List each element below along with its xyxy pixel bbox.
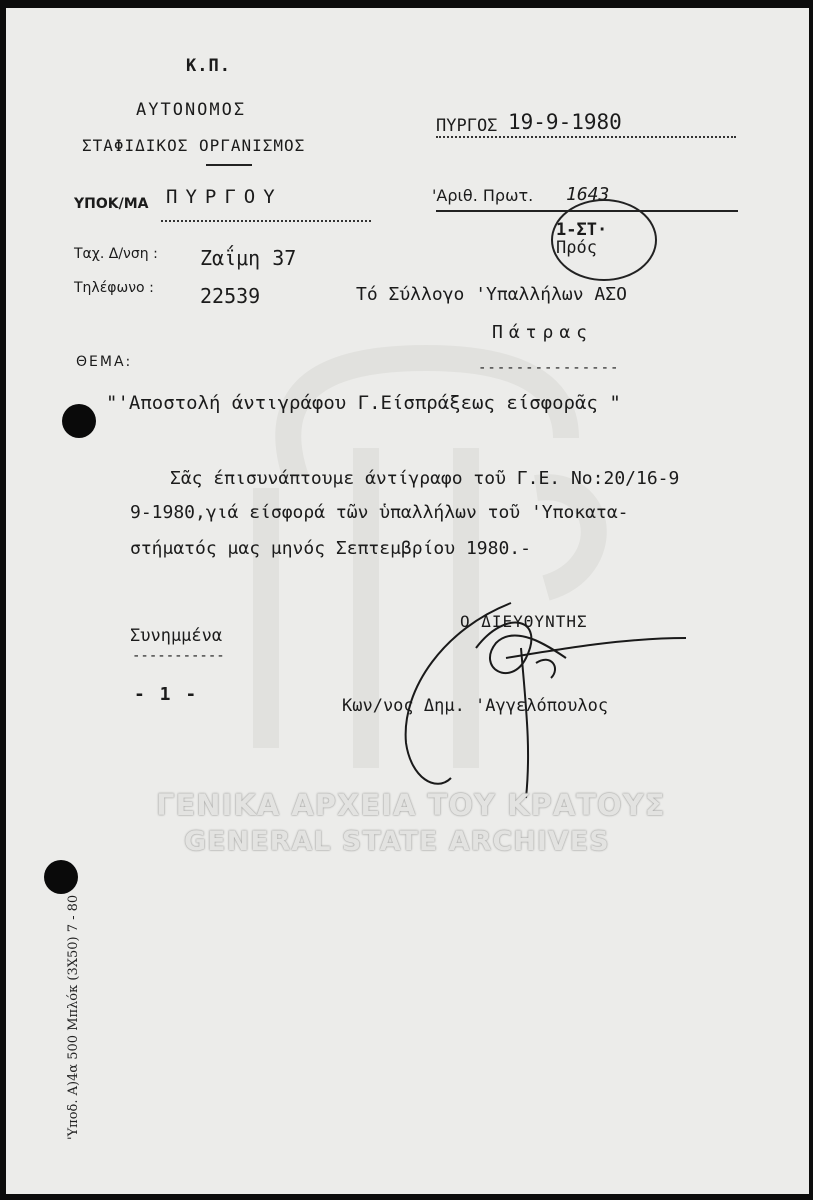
body-line1: Σᾶς έπισυνάπτουμε άντίγραφο τοῦ Γ.Ε. Νο:20/16-9	[170, 468, 680, 489]
archive-seal-watermark	[6, 8, 809, 1194]
organization-name-line1: ΑΥΤΟΝΟΜΟΣ	[136, 100, 247, 120]
date-value: 19-9-1980	[508, 110, 622, 134]
subject-value: "'Αποστολή άντιγράφου Γ.Είσπράξεως είσφορᾶς "	[106, 392, 621, 414]
signatory-name: Κων/νος Δημ. 'Αγγελόπουλος	[342, 696, 609, 716]
branch-value: ΠΥΡΓΟΥ	[166, 186, 283, 208]
handwritten-code: 1-ΣΤ·	[556, 220, 608, 240]
organization-name-line2: ΣΤΑΦΙΔΙΚΟΣ ΟΡΓΑΝΙΣΜΟΣ	[82, 136, 306, 155]
date-dotted-line	[436, 136, 736, 138]
protocol-number: 1643	[566, 184, 610, 205]
subject-label: ΘΕΜΑ:	[76, 354, 133, 370]
address-label: Ταχ. Δ/νση :	[74, 246, 158, 262]
punch-hole-top	[62, 404, 96, 438]
kp-code: Κ.Π.	[186, 56, 231, 76]
recipient-line1: Τό Σύλλογο 'Υπαλλήλων ΑΣΟ	[356, 284, 627, 305]
enclosures-label: Συνημμένα	[130, 626, 223, 646]
enclosures-rule: -----------	[132, 648, 225, 664]
address-value: Ζαΐμη 37	[200, 246, 297, 270]
branch-dotted-line	[161, 220, 371, 222]
body-line2: 9-1980,γιά είσφορά τῶν ὑπαλλήλων τοῦ 'Υποκατα-	[130, 502, 629, 523]
signatory-title: Ο ΔΙΕΥΘΥΝΤΗΣ	[460, 612, 588, 631]
watermark-greek: ΓΕΝΙΚΑ ΑΡΧΕΙΑ ΤΟΥ ΚΡΑΤΟΥΣ	[156, 788, 666, 822]
body-line3: στήματός μας μηνός Σεπτεμβρίου 1980.-	[130, 538, 531, 559]
phone-label: Τηλέφωνο :	[74, 280, 154, 296]
document-page	[6, 8, 809, 1194]
print-info-vertical: 'Υποδ. Α)4α 500 Μπλόκ (3Χ50) 7 - 80	[66, 894, 81, 1140]
branch-label: ΥΠΟΚ/ΜΑ	[74, 196, 149, 212]
recipient-line2: Πάτρας	[492, 322, 594, 343]
protocol-underline	[436, 210, 738, 212]
phone-value: 22539	[200, 284, 261, 308]
protocol-label: 'Αριθ. Πρωτ.	[432, 186, 534, 205]
header-divider	[206, 164, 252, 166]
watermark-english: GENERAL STATE ARCHIVES	[184, 826, 610, 857]
date-city: ΠΥΡΓΟΣ	[436, 116, 498, 136]
punch-hole-bottom	[44, 860, 78, 894]
recipient-prefix: Πρός	[556, 238, 597, 258]
enclosures-count: - 1 -	[134, 684, 199, 705]
recipient-rule: ---------------	[478, 360, 620, 376]
